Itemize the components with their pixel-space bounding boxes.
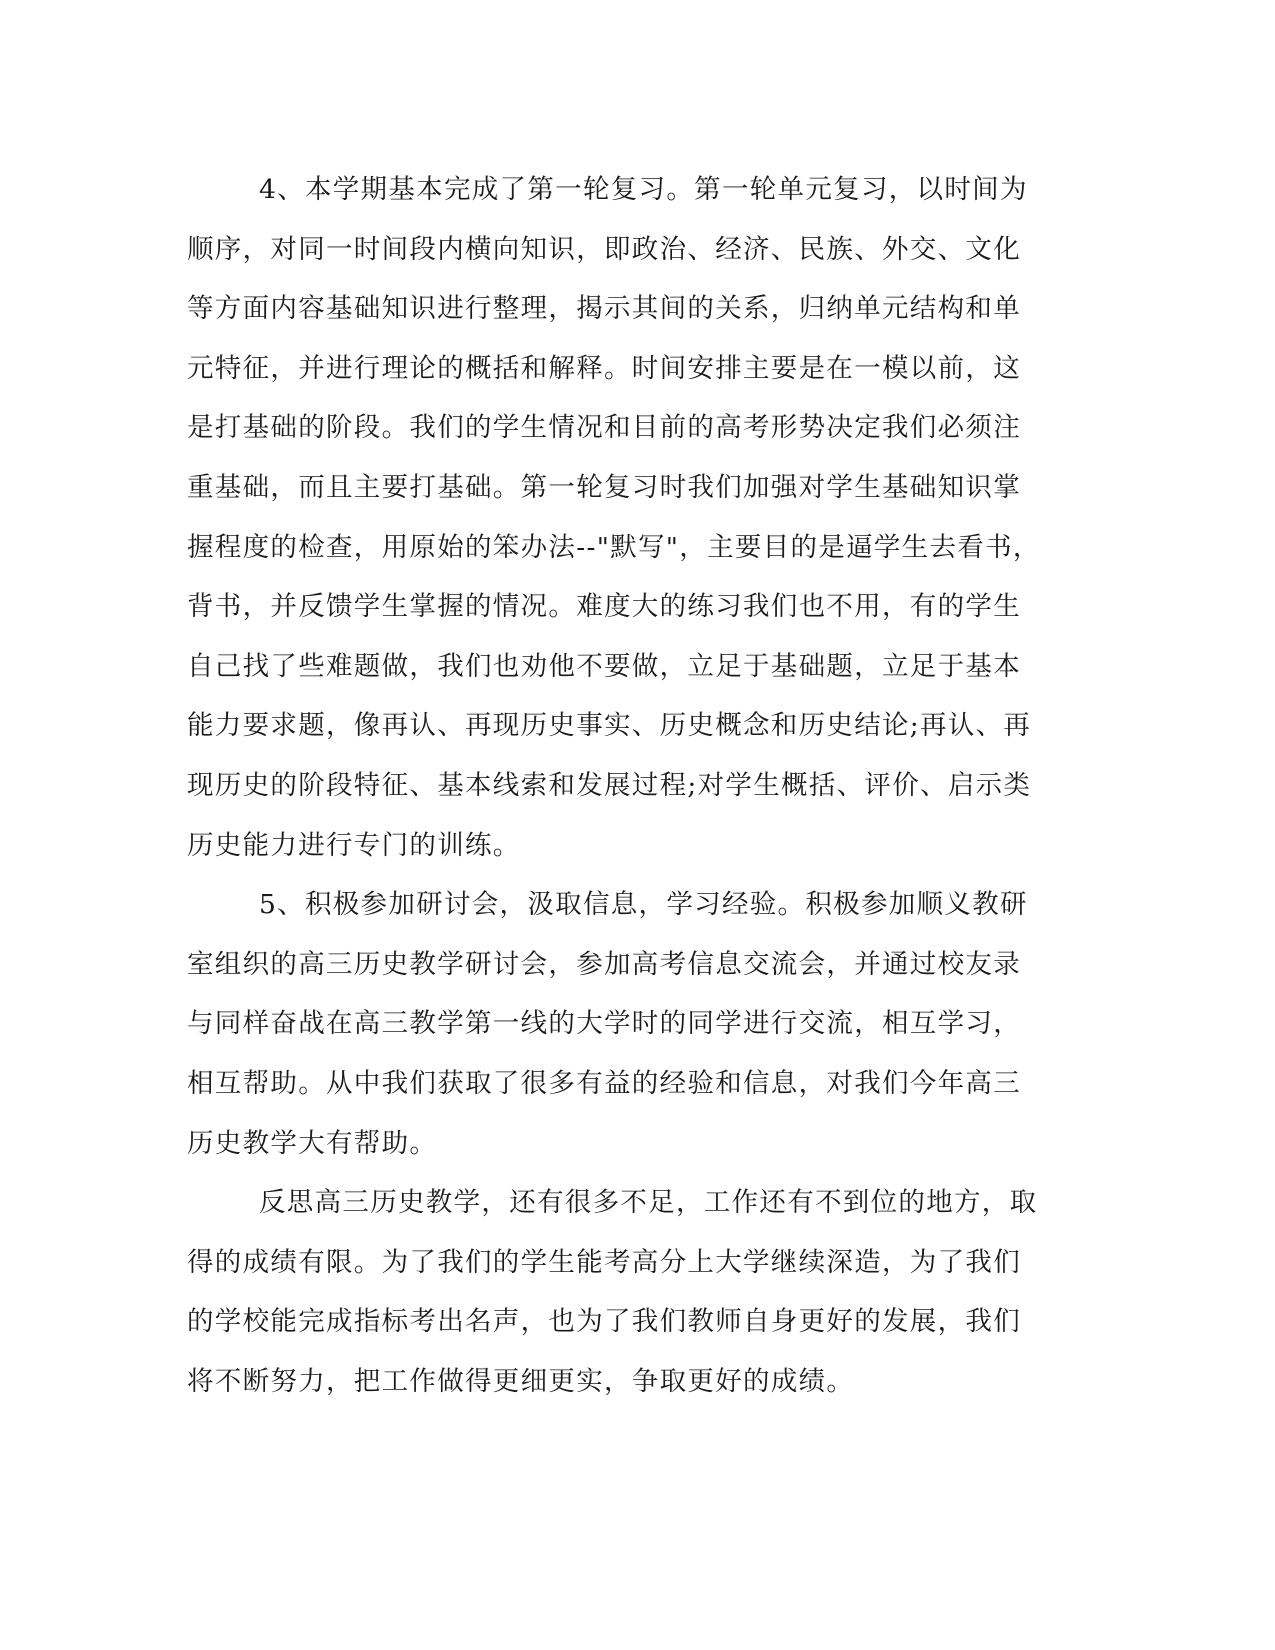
text-line: 能力要求题，像再认、再现历史事实、历史概念和历史结论;再认、再 <box>187 710 1032 742</box>
text-line: 是打基础的阶段。我们的学生情况和目前的高考形势决定我们必须注 <box>187 412 1021 444</box>
text-line: 与同样奋战在高三教学第一线的大学时的同学进行交流，相互学习， <box>187 1008 1021 1040</box>
text-line: 等方面内容基础知识进行整理，揭示其间的关系，归纳单元结构和单 <box>187 293 1021 325</box>
text-line: 历史教学大有帮助。 <box>187 1127 438 1159</box>
text-line: 现历史的阶段特征、基本线索和发展过程;对学生概括、评价、启示类 <box>187 769 1032 801</box>
text-line: 重基础，而且主要打基础。第一轮复习时我们加强对学生基础知识掌 <box>187 471 1021 503</box>
text-line: 将不断努力，把工作做得更细更实，争取更好的成绩。 <box>187 1365 855 1397</box>
text-line: 室组织的高三历史教学研讨会，参加高考信息交流会，并通过校友录 <box>187 948 1021 980</box>
text-line: 顺序，对同一时间段内横向知识，即政治、经济、民族、外交、文化 <box>187 233 1021 265</box>
text-line: 得的成绩有限。为了我们的学生能考高分上大学继续深造，为了我们 <box>187 1246 1021 1278</box>
text-line: 背书，并反馈学生掌握的情况。难度大的练习我们也不用，有的学生 <box>187 591 1021 623</box>
text-line: 相互帮助。从中我们获取了很多有益的经验和信息，对我们今年高三 <box>187 1067 1021 1099</box>
text-line: 自己找了些难题做，我们也劝他不要做，立足于基础题，立足于基本 <box>187 650 1021 682</box>
document-body <box>187 160 1042 1411</box>
text-line: 5、积极参加研讨会，汲取信息，学习经验。积极参加顺义教研 <box>259 889 1028 921</box>
text-line: 反思高三历史教学，还有很多不足，工作还有不到位的地方，取 <box>259 1187 1038 1219</box>
text-line: 历史能力进行专门的训练。 <box>187 829 521 861</box>
text-line: 元特征，并进行理论的概括和解释。时间安排主要是在一模以前，这 <box>187 352 1021 384</box>
text-line: 的学校能完成指标考出名声，也为了我们教师自身更好的发展，我们 <box>187 1306 1021 1338</box>
text-line: 4、本学期基本完成了第一轮复习。第一轮单元复习，以时间为 <box>259 174 1028 205</box>
text-line: 握程度的检查，用原始的笨办法--"默写"，主要目的是逼学生去看书， <box>187 531 1041 563</box>
